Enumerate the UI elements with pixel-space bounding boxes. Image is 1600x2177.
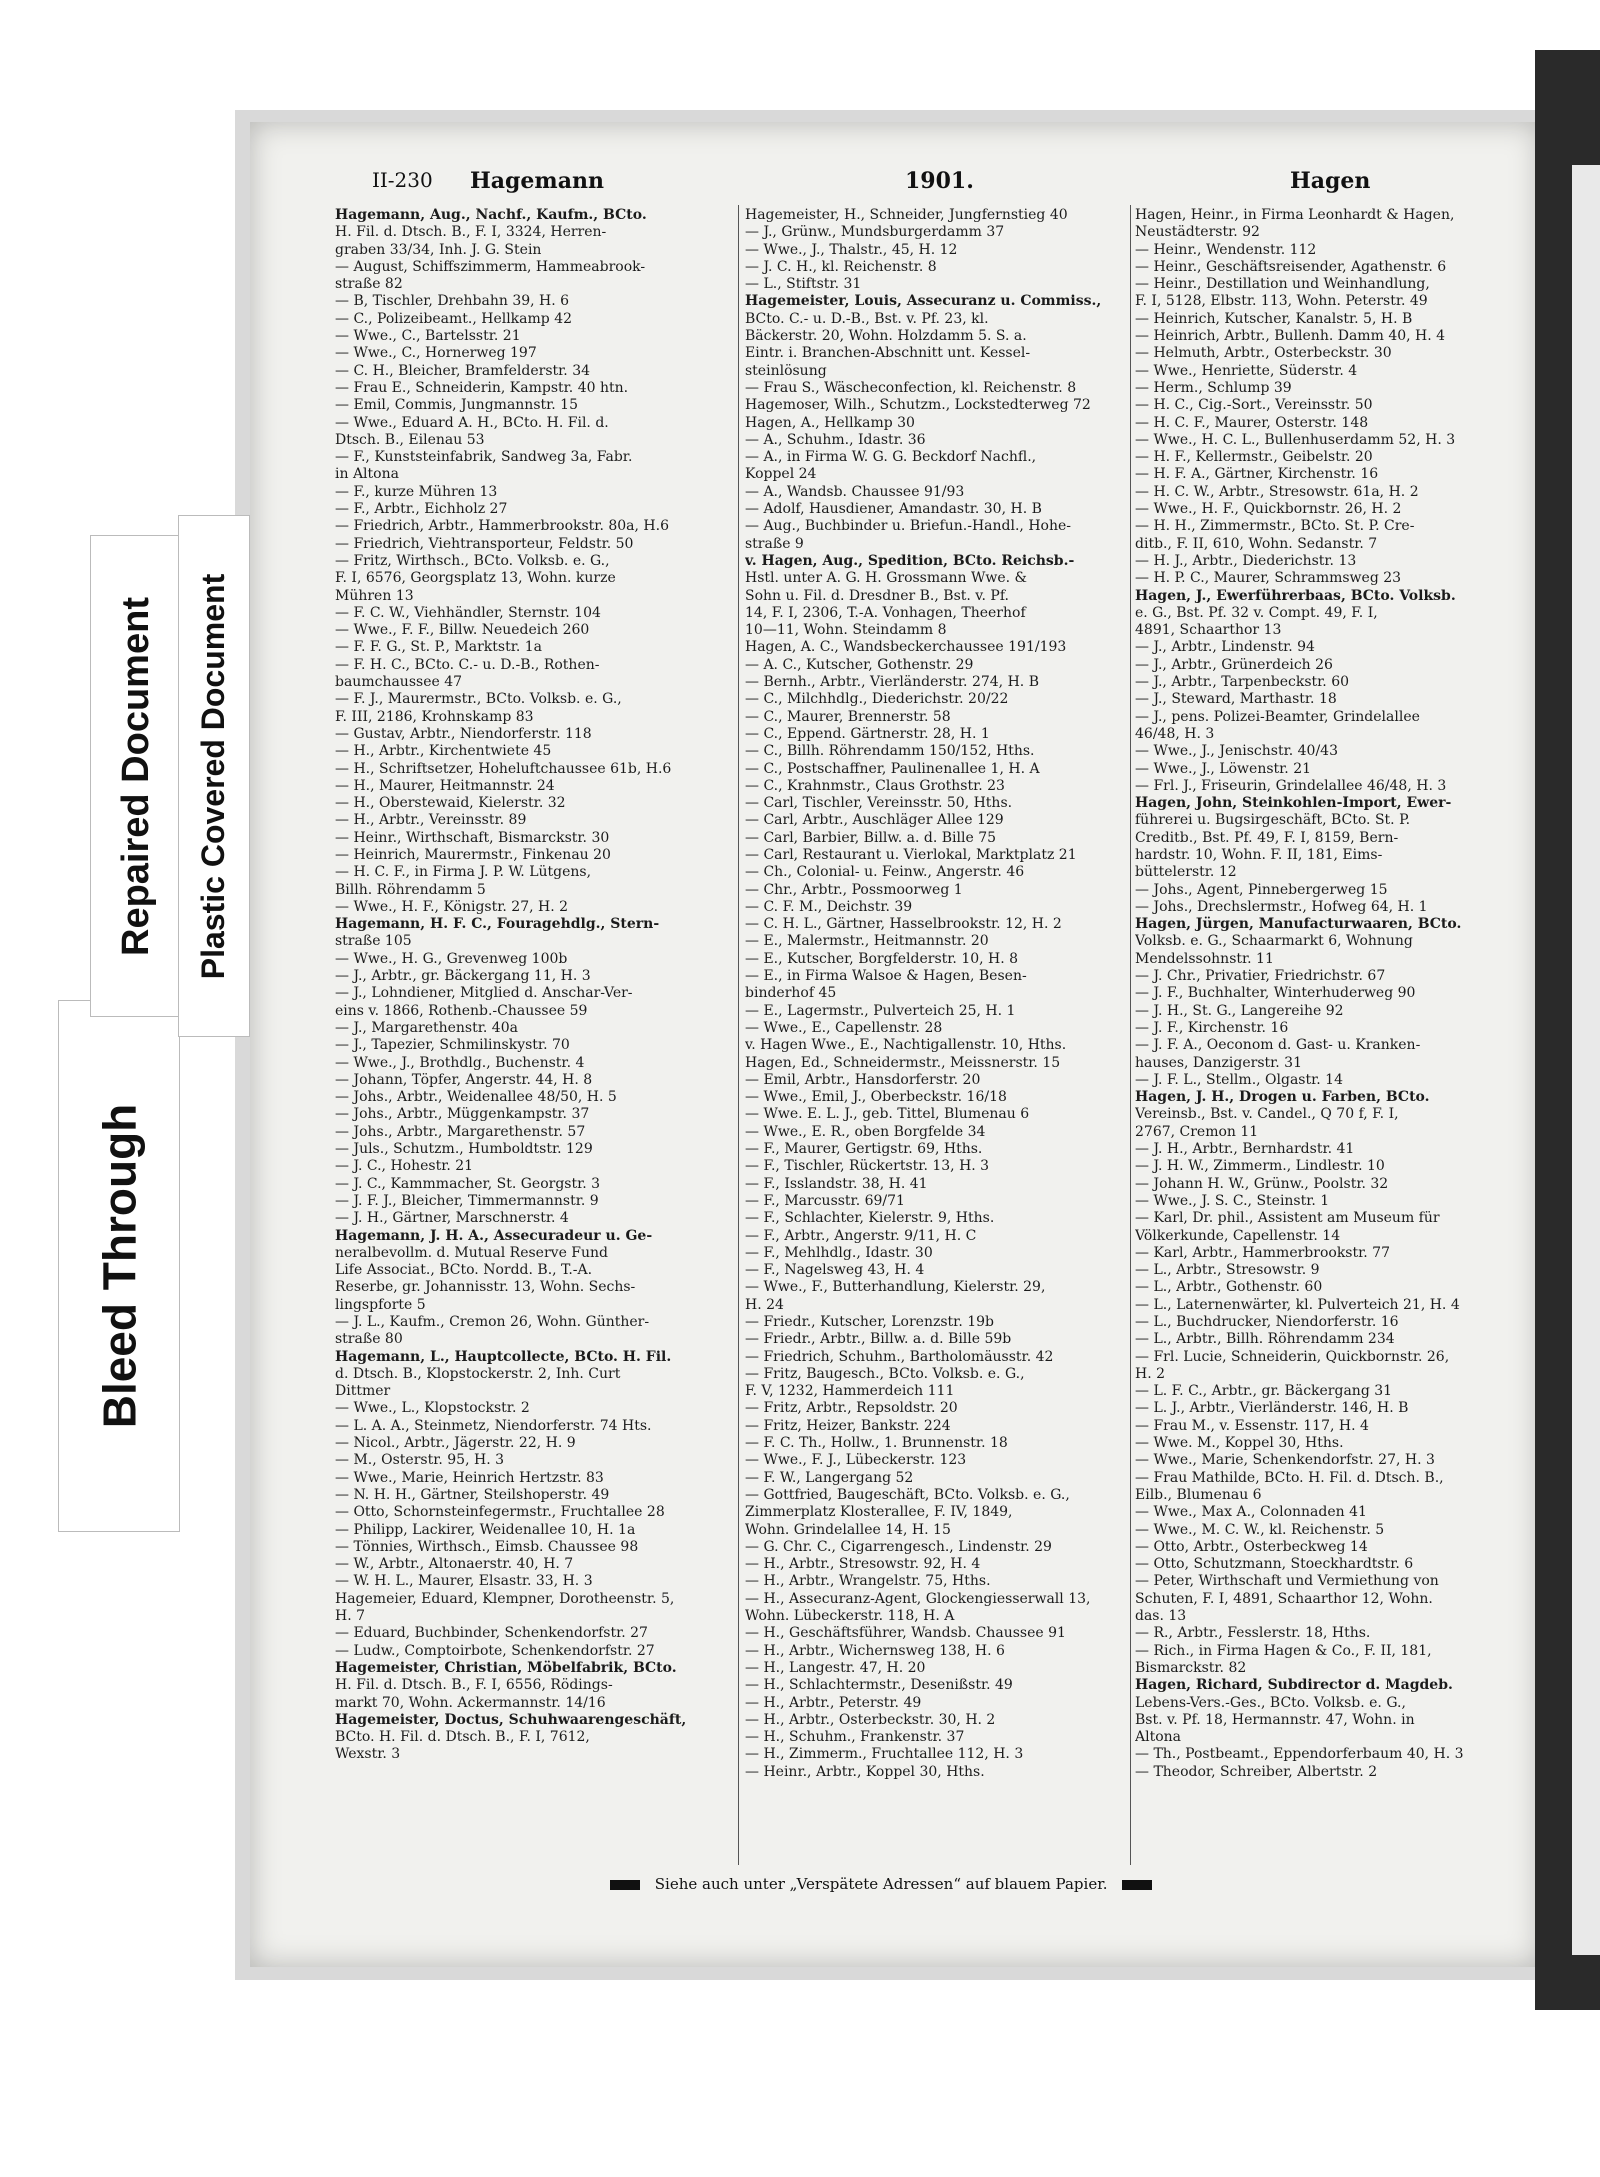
directory-entry-line: Wexstr. 3 (335, 1746, 401, 1763)
directory-entry-line: Dittmer (335, 1383, 391, 1400)
directory-entry-line: — C. H., Bleicher, Bramfelderstr. 34 (335, 362, 591, 379)
directory-entry-line: Bst. v. Pf. 18, Hermannstr. 47, Wohn. in (1135, 1711, 1415, 1728)
directory-entry-line: 46/48, H. 3 (1135, 725, 1215, 742)
directory-entry-line: F. I, 5128, Elbstr. 113, Wohn. Peterstr. 49 (1135, 293, 1428, 310)
directory-entry-line: — H. F. A., Gärtner, Kirchenstr. 16 (1135, 466, 1379, 483)
directory-entry-line: — F., kurze Mühren 13 (335, 483, 498, 500)
directory-entry-line: — Friedrich, Schuhm., Bartholomäusstr. 42 (745, 1348, 1054, 1365)
directory-entry-line: — Otto, Schornsteinfegermstr., Fruchtallee 28 (335, 1504, 665, 1521)
directory-entry-line: — Rich., in Firma Hagen & Co., F. II, 181, (1135, 1642, 1432, 1659)
directory-entry-line: — H., Oberstewaid, Kielerstr. 32 (335, 795, 566, 812)
directory-entry-line: — C., Billh. Röhrendamm 150/152, Hths. (745, 743, 1035, 760)
directory-entry-line: — Johs., Arbtr., Weidenallee 48/50, H. 5 (335, 1089, 617, 1106)
directory-entry-line: — H., Arbtr., Osterbeckstr. 30, H. 2 (745, 1711, 996, 1728)
directory-entry-line: — Wwe., F. J., Lübeckerstr. 123 (745, 1452, 967, 1469)
directory-entry-line: Hagemeier, Eduard, Klempner, Dorotheenstr. 5, (335, 1590, 675, 1607)
directory-entry-line: — Otto, Schutzmann, Stoeckhardtstr. 6 (1135, 1556, 1414, 1573)
directory-entry-line: — F. C. W., Viehhändler, Sternstr. 104 (335, 604, 601, 621)
directory-entry-line: — L. J., Arbtr., Vierländerstr. 146, H. B (1135, 1400, 1409, 1417)
directory-entry-line: BCto. H. Fil. d. Dtsch. B., F. I, 7612, (335, 1729, 590, 1746)
page-number: II-230 (372, 168, 433, 192)
directory-entry-line: — Tönnies, Wirthsch., Eimsb. Chaussee 98 (335, 1538, 639, 1555)
directory-entry-line: Hagen, J. H., Drogen u. Farben, BCto. (1135, 1089, 1430, 1106)
directory-entry-line: — Frl. Lucie, Schneiderin, Quickbornstr. 26, (1135, 1348, 1450, 1365)
directory-entry-line: Eintr. i. Branchen-Abschnitt unt. Kessel- (745, 345, 1031, 362)
directory-entry-line: graben 33/34, Inh. J. G. Stein (335, 241, 542, 258)
directory-entry-line: — Theodor, Schreiber, Albertstr. 2 (1135, 1763, 1378, 1780)
directory-entry-line: Billh. Röhrendamm 5 (335, 881, 486, 898)
directory-entry-line: — H. J., Arbtr., Diederichstr. 13 (1135, 552, 1357, 569)
directory-entry-line: — H. C., Cig.-Sort., Vereinsstr. 50 (1135, 397, 1373, 414)
directory-entry-line: — C., Maurer, Brennerstr. 58 (745, 708, 951, 725)
directory-entry-line: Reserbe, gr. Johannisstr. 13, Wohn. Sechs- (335, 1279, 636, 1296)
directory-entry-line: — L., Buchdrucker, Niendorferstr. 16 (1135, 1314, 1399, 1330)
directory-entry-line: — Wwe., F. F., Billw. Neuedeich 260 (335, 622, 590, 639)
directory-entry-line: Hagemeister, Christian, Möbelfabrik, BCto. (335, 1659, 677, 1676)
directory-entry-line: — C., Krahnmstr., Claus Grothstr. 23 (745, 777, 1005, 794)
directory-entry-line: — F. F. G., St. P., Marktstr. 1a (335, 639, 543, 656)
directory-entry-line: — J., Steward, Marthastr. 18 (1135, 691, 1337, 708)
directory-entry-line: — Frau E., Schneiderin, Kampstr. 40 htn. (335, 379, 629, 396)
directory-entry-line: — August, Schiffszimmerm, Hammeabrook- (335, 258, 646, 275)
directory-entry-line: — Fritz, Wirthsch., BCto. Volksb. e. G., (335, 552, 610, 569)
directory-entry-line: — C., Polizeibeamt., Hellkamp 42 (335, 310, 573, 327)
directory-entry-line: Volksb. e. G., Schaarmarkt 6, Wohnung (1135, 933, 1413, 950)
directory-entry-line: — J., pens. Polizei-Beamter, Grindelallee (1135, 708, 1420, 725)
directory-entry-line: — Karl, Dr. phil., Assistent am Museum für (1135, 1210, 1440, 1227)
directory-entry-line: — Adolf, Hausdiener, Amandastr. 30, H. B (745, 501, 1042, 518)
directory-entry-line: — L., Arbtr., Billh. Röhrendamm 234 (1135, 1331, 1395, 1348)
directory-entry-line: — J., Arbtr., Lindenstr. 94 (1135, 639, 1315, 656)
directory-entry-line: Altona (1135, 1729, 1182, 1746)
directory-entry-line: führerei u. Bugsirgeschäft, BCto. St. P. (1135, 812, 1411, 829)
directory-entry-line: — F., Arbtr., Eichholz 27 (335, 501, 508, 518)
directory-entry-line: — C., Milchhdlg., Diederichstr. 20/22 (745, 691, 1009, 708)
directory-entry-line: — Wwe., Henriette, Süderstr. 4 (1135, 362, 1358, 379)
directory-entry-line: — Johs., Agent, Pinnebergerweg 15 (1135, 881, 1388, 898)
directory-column-3 (1135, 207, 1535, 1781)
directory-entry-line: — H., Schuhm., Frankenstr. 37 (745, 1729, 965, 1746)
directory-entry-line: — Friedr., Kutscher, Lorenzstr. 19b (745, 1314, 994, 1330)
directory-entry-line: — Carl, Arbtr., Auschläger Allee 129 (745, 812, 1004, 829)
directory-entry-line: Wohn. Grindelallee 14, H. 15 (745, 1521, 951, 1538)
directory-entry-line: — J., Arbtr., Tarpenbeckstr. 60 (1135, 674, 1350, 691)
directory-entry-line: — Karl, Arbtr., Hammerbrookstr. 77 (1135, 1244, 1390, 1261)
directory-entry-line: — B, Tischler, Drehbahn 39, H. 6 (335, 293, 570, 310)
directory-entry-line: Koppel 24 (745, 466, 817, 483)
directory-entry-line: hardstr. 10, Wohn. F. II, 181, Eims- (1135, 846, 1383, 863)
directory-entry-line: — H., Geschäftsführer, Wandsb. Chaussee 91 (745, 1625, 1066, 1642)
directory-entry-line: — Wwe., M. C. W., kl. Reichenstr. 5 (1135, 1521, 1385, 1538)
directory-column-2 (745, 207, 1140, 1781)
directory-entry-line: — J. H., St. G., Langereihe 92 (1135, 1002, 1344, 1019)
directory-entry-line: — H., Arbtr., Peterstr. 49 (745, 1694, 922, 1711)
directory-entry-line: — Wwe., Emil, J., Oberbeckstr. 16/18 (745, 1089, 1007, 1106)
right-running-head: Hagen (1290, 168, 1371, 194)
directory-entry-line: — C. H. L., Gärtner, Hasselbrookstr. 12, H. 2 (745, 916, 1062, 933)
directory-entry-line: — Wwe., E., Capellenstr. 28 (745, 1019, 943, 1036)
directory-entry-line: Hstl. unter A. G. H. Grossmann Wwe. & (745, 570, 1027, 587)
directory-entry-line: straße 9 (745, 535, 804, 552)
year-heading: 1901. (905, 168, 974, 194)
page-edge (1572, 165, 1600, 1955)
directory-entry-line: — H., Langestr. 47, H. 20 (745, 1659, 926, 1676)
bleed-through-text: Bleed Through (93, 1103, 146, 1429)
directory-entry-line: — W. H. L., Maurer, Elsastr. 33, H. 3 (335, 1573, 593, 1590)
directory-entry-line: — J. F. J., Bleicher, Timmermannstr. 9 (335, 1192, 599, 1209)
directory-entry-line: H. 2 (1135, 1365, 1166, 1382)
directory-entry-line: H. Fil. d. Dtsch. B., F. I, 6556, Rödings- (335, 1677, 613, 1694)
directory-entry-line: Eilb., Blumenau 6 (1135, 1486, 1262, 1503)
directory-entry-line: — Gottfried, Baugeschäft, BCto. Volksb. e. G., (745, 1486, 1070, 1503)
directory-entry-line: büttelerstr. 12 (1135, 864, 1237, 881)
directory-entry-line: — J., Margarethenstr. 40a (335, 1019, 518, 1036)
directory-entry-line: — H., Arbtr., Wrangelstr. 75, Hths. (745, 1573, 991, 1590)
directory-entry-line: H. 7 (335, 1608, 366, 1625)
directory-entry-line: 10—11, Wohn. Steindamm 8 (745, 622, 947, 639)
directory-entry-line: — Frau M., v. Essenstr. 117, H. 4 (1135, 1417, 1369, 1434)
directory-entry-line: — F. W., Langergang 52 (745, 1469, 914, 1486)
directory-entry-line: — F. H. C., BCto. C.- u. D.-B., Rothen- (335, 656, 600, 673)
directory-entry-line: H. Fil. d. Dtsch. B., F. I, 3324, Herren- (335, 224, 607, 241)
directory-entry-line: — H. F., Kellermstr., Geibelstr. 20 (1135, 449, 1373, 466)
directory-entry-line: — Johs., Arbtr., Margarethenstr. 57 (335, 1123, 586, 1140)
directory-entry-line: — H., Arbtr., Vereinsstr. 89 (335, 812, 527, 829)
directory-entry-line: baumchaussee 47 (335, 674, 463, 691)
directory-entry-line: Hagen, A., Hellkamp 30 (745, 414, 915, 431)
directory-entry-line: ditb., F. II, 610, Wohn. Sedanstr. 7 (1135, 535, 1378, 552)
plastic-covered-text: Plastic Covered Document (195, 573, 232, 979)
directory-entry-line: — Wwe., J., Brothdlg., Buchenstr. 4 (335, 1054, 585, 1071)
directory-entry-line: — N. H. H., Gärtner, Steilshoperstr. 49 (335, 1486, 610, 1503)
directory-entry-line: — Wwe., C., Bartelsstr. 21 (335, 328, 521, 345)
directory-entry-line: Vereinsb., Bst. v. Candel., Q 70 f, F. I, (1135, 1106, 1399, 1123)
directory-entry-line: — Johs., Arbtr., Müggenkampstr. 37 (335, 1106, 590, 1123)
directory-entry-line: — Heinrich, Maurermstr., Finkenau 20 (335, 846, 611, 863)
directory-entry-line: — E., Kutscher, Borgfelderstr. 10, H. 8 (745, 950, 1019, 967)
directory-entry-line: — F., Schlachter, Kielerstr. 9, Hths. (745, 1210, 995, 1227)
directory-entry-line: — A. C., Kutscher, Gothenstr. 29 (745, 656, 974, 673)
directory-entry-line: 2767, Cremon 11 (1135, 1123, 1259, 1140)
directory-entry-line: 4891, Schaarthor 13 (1135, 622, 1282, 639)
pointing-hand-icon (1122, 1880, 1152, 1890)
directory-entry-line: Hagemeister, Doctus, Schuhwaarengeschäft, (335, 1711, 687, 1728)
directory-entry-line: — Wwe., H. G., Grevenweg 100b (335, 950, 568, 967)
directory-entry-line: — J., Tapezier, Schmilinskystr. 70 (335, 1037, 570, 1054)
directory-entry-line: — L., Arbtr., Gothenstr. 60 (1135, 1279, 1323, 1296)
directory-entry-line: — Johann H. W., Grünw., Poolstr. 32 (1135, 1175, 1389, 1192)
directory-entry-line: — H., Arbtr., Wichernsweg 138, H. 6 (745, 1642, 1005, 1659)
directory-entry-line: markt 70, Wohn. Ackermannstr. 14/16 (335, 1694, 606, 1711)
directory-entry-line: — H., Assecuranz-Agent, Glockengiesserwall 13, (745, 1590, 1091, 1607)
directory-entry-line: — Th., Postbeamt., Eppendorferbaum 40, H. 3 (1135, 1746, 1464, 1763)
directory-entry-line: straße 105 (335, 933, 412, 950)
directory-entry-line: F. III, 2186, Krohnskamp 83 (335, 708, 534, 725)
directory-entry-line: — Fritz, Baugesch., BCto. Volksb. e. G., (745, 1365, 1025, 1382)
directory-entry-line: — J. Chr., Privatier, Friedrichstr. 67 (1135, 968, 1386, 985)
directory-entry-line: straße 80 (335, 1331, 403, 1348)
directory-entry-line: — Heinrich, Kutscher, Kanalstr. 5, H. B (1135, 310, 1413, 327)
directory-entry-line: — J. H., Arbtr., Bernhardstr. 41 (1135, 1141, 1355, 1158)
directory-entry-line: Mühren 13 (335, 587, 414, 604)
directory-entry-line: — J. C., Kammmacher, St. Georgstr. 3 (335, 1175, 601, 1192)
directory-entry-line: — Carl, Barbier, Billw. a. d. Bille 75 (745, 829, 997, 846)
directory-entry-line: — L., Arbtr., Stresowstr. 9 (1135, 1262, 1320, 1279)
directory-entry-line: — Frau Mathilde, BCto. H. Fil. d. Dtsch. B., (1135, 1469, 1444, 1486)
directory-entry-line: — A., Wandsb. Chaussee 91/93 (745, 483, 965, 500)
directory-entry-line: — Heinrich, Arbtr., Bullenh. Damm 40, H. 4 (1135, 328, 1446, 345)
directory-entry-line: — W., Arbtr., Altonaerstr. 40, H. 7 (335, 1556, 574, 1573)
directory-entry-line: — Wwe., C., Hornerweg 197 (335, 345, 537, 362)
directory-entry-line: Hagemann, Aug., Nachf., Kaufm., BCto. (335, 207, 647, 223)
directory-entry-line: eins v. 1866, Rothenb.-Chaussee 59 (335, 1002, 588, 1019)
directory-entry-line: hauses, Danzigerstr. 31 (1135, 1054, 1302, 1071)
directory-entry-line: Hagemeister, H., Schneider, Jungfernstieg 40 (745, 207, 1068, 223)
directory-entry-line: Hagen, Heinr., in Firma Leonhardt & Hagen, (1135, 207, 1455, 223)
directory-entry-line: — Ludw., Comptoirbote, Schenkendorfstr. 27 (335, 1642, 655, 1659)
directory-entry-line: — F., Tischler, Rückertstr. 13, H. 3 (745, 1158, 990, 1175)
directory-entry-line: Life Associat., BCto. Nordd. B., T.-A. (335, 1262, 593, 1279)
directory-entry-line: Bismarckstr. 82 (1135, 1659, 1247, 1676)
directory-entry-line: — Heinr., Wendenstr. 112 (1135, 241, 1317, 258)
directory-entry-line: — Wwe., Marie, Heinrich Hertzstr. 83 (335, 1469, 604, 1486)
directory-column-1 (335, 207, 730, 1764)
directory-entry-line: — J. F., Buchhalter, Winterhuderweg 90 (1135, 985, 1416, 1002)
directory-entry-line: — J. F. L., Stellm., Olgastr. 14 (1135, 1071, 1343, 1088)
directory-entry-line: — E., Lagermstr., Pulverteich 25, H. 1 (745, 1002, 1016, 1019)
directory-entry-line: — Eduard, Buchbinder, Schenkendorfstr. 27 (335, 1625, 648, 1642)
directory-entry-line: in Altona (335, 466, 399, 483)
directory-entry-line: — Otto, Arbtr., Osterbeckweg 14 (1135, 1538, 1368, 1555)
directory-entry-line: — F., Nagelsweg 43, H. 4 (745, 1262, 925, 1279)
pointing-hand-icon (610, 1880, 640, 1890)
directory-entry-line: Hagen, Ed., Schneidermstr., Meissnerstr. 15 (745, 1054, 1061, 1071)
directory-entry-line: Sohn u. Fil. d. Dresdner B., Bst. v. Pf. (745, 587, 1009, 604)
directory-entry-line: — Wwe., Marie, Schenkendorfstr. 27, H. 3 (1135, 1452, 1435, 1469)
directory-entry-line: — H., Schlachtermstr., Desenißstr. 49 (745, 1677, 1013, 1694)
directory-entry-line: — Wwe., E. R., oben Borgfelde 34 (745, 1123, 986, 1140)
repaired-document-label (90, 535, 182, 1017)
directory-entry-line: — Johs., Drechslermstr., Hofweg 64, H. 1 (1135, 898, 1428, 915)
directory-entry-line: Hagemann, H. F. C., Fouragehdlg., Stern- (335, 916, 660, 933)
directory-entry-line: v. Hagen, Aug., Spedition, BCto. Reichsb.- (745, 552, 1075, 569)
directory-entry-line: — L. F. C., Arbtr., gr. Bäckergang 31 (1135, 1383, 1393, 1400)
directory-entry-line: Wohn. Lübeckerstr. 118, H. A (745, 1608, 955, 1625)
directory-entry-line: F. V, 1232, Hammerdeich 111 (745, 1383, 955, 1400)
directory-entry-line: — Fritz, Heizer, Bankstr. 224 (745, 1417, 951, 1434)
directory-entry-line: — Wwe., H. F., Quickbornstr. 26, H. 2 (1135, 501, 1402, 518)
directory-entry-line: — Wwe., H. C. L., Bullenhuserdamm 52, H. 3 (1135, 431, 1456, 448)
directory-entry-line: steinlösung (745, 362, 827, 379)
directory-entry-line: — F., Arbtr., Angerstr. 9/11, H. C (745, 1227, 977, 1244)
column-divider (738, 205, 739, 1865)
directory-entry-line: Hagemoser, Wilh., Schutzm., Lockstedterweg 72 (745, 397, 1091, 414)
directory-entry-line: — Wwe. M., Koppel 30, Hths. (1135, 1435, 1344, 1452)
left-running-head: Hagemann (470, 168, 604, 194)
directory-entry-line: Hagen, John, Steinkohlen-Import, Ewer- (1135, 795, 1452, 812)
directory-entry-line: BCto. C.- u. D.-B., Bst. v. Pf. 23, kl. (745, 310, 989, 327)
directory-entry-line: das. 13 (1135, 1608, 1187, 1625)
directory-entry-line: — F., Maurer, Gertigstr. 69, Hths. (745, 1141, 983, 1158)
directory-entry-line: — J., Grünw., Mundsburgerdamm 37 (745, 224, 1005, 241)
directory-entry-line: — F., Isslandstr. 38, H. 41 (745, 1175, 928, 1192)
directory-entry-line: — Philipp, Lackirer, Weidenallee 10, H. 1a (335, 1521, 636, 1538)
directory-entry-line: — H., Zimmerm., Fruchtallee 112, H. 3 (745, 1746, 1024, 1763)
directory-entry-line: — J. L., Kaufm., Cremon 26, Wohn. Günther- (335, 1314, 650, 1330)
directory-entry-line: — Chr., Arbtr., Possmoorweg 1 (745, 881, 963, 898)
directory-entry-line: — Frau S., Wäscheconfection, kl. Reichenstr. 8 (745, 379, 1077, 396)
directory-entry-line: — Ch., Colonial- u. Feinw., Angerstr. 46 (745, 864, 1025, 881)
directory-entry-line: — H., Arbtr., Kirchentwiete 45 (335, 743, 552, 760)
directory-entry-line: — Wwe., Eduard A. H., BCto. H. Fil. d. (335, 414, 609, 431)
directory-entry-line: Mendelssohnstr. 11 (1135, 950, 1274, 967)
directory-entry-line: — E., in Firma Walsoe & Hagen, Besen- (745, 968, 1027, 985)
directory-entry-line: neralbevollm. d. Mutual Reserve Fund (335, 1244, 609, 1261)
directory-entry-line: — H. C. F., Maurer, Osterstr. 148 (1135, 414, 1369, 431)
directory-entry-line: — Friedrich, Arbtr., Hammerbrookstr. 80a, H.6 (335, 518, 669, 535)
directory-entry-line: Hagen, Richard, Subdirector d. Magdeb. (1135, 1677, 1453, 1694)
directory-entry-line: — Wwe., L., Klopstockstr. 2 (335, 1400, 530, 1417)
directory-entry-line: — C., Eppend. Gärtnerstr. 28, H. 1 (745, 725, 990, 742)
directory-entry-line: — J., Lohndiener, Mitglied d. Anschar-Ver- (335, 985, 633, 1002)
directory-entry-line: Zimmerplatz Klosterallee, F. IV, 1849, (745, 1504, 1013, 1521)
directory-entry-line: — Friedrich, Viehtransporteur, Feldstr. 50 (335, 535, 634, 552)
directory-entry-line: Hagen, J., Ewerführerbaas, BCto. Volksb. (1135, 587, 1456, 604)
directory-entry-line: Bäckerstr. 20, Wohn. Holzdamm 5. S. a. (745, 328, 1027, 345)
directory-entry-line: Creditb., Bst. Pf. 49, F. I, 8159, Bern- (1135, 829, 1399, 846)
footer-note (600, 1875, 1400, 1893)
directory-entry-line: Lebens-Vers.-Ges., BCto. Volksb. e. G., (1135, 1694, 1406, 1711)
directory-entry-line: — Bernh., Arbtr., Vierländerstr. 274, H. B (745, 674, 1039, 691)
directory-entry-line: — J. H. W., Zimmerm., Lindlestr. 10 (1135, 1158, 1385, 1175)
directory-entry-line: — F. C. Th., Hollw., 1. Brunnenstr. 18 (745, 1435, 1008, 1452)
directory-entry-line: — R., Arbtr., Fesslerstr. 18, Hths. (1135, 1625, 1371, 1642)
directory-entry-line: e. G., Bst. Pf. 32 v. Compt. 49, F. I, (1135, 604, 1378, 621)
directory-entry-line: — Heinr., Geschäftsreisender, Agathenstr. 6 (1135, 258, 1447, 275)
directory-entry-line: — Fritz, Arbtr., Repsoldstr. 20 (745, 1400, 958, 1417)
directory-entry-line: — A., in Firma W. G. G. Beckdorf Nachfl., (745, 449, 1037, 466)
directory-entry-line: — Helmuth, Arbtr., Osterbeckstr. 30 (1135, 345, 1392, 362)
directory-entry-line: — H. C. W., Arbtr., Stresowstr. 61a, H. 2 (1135, 483, 1419, 500)
directory-entry-line: — E., Malermstr., Heitmannstr. 20 (745, 933, 989, 950)
directory-entry-line: straße 82 (335, 276, 403, 293)
directory-entry-line: — J. F. A., Oeconom d. Gast- u. Kranken- (1135, 1037, 1421, 1054)
directory-entry-line: — J., Arbtr., gr. Bäckergang 11, H. 3 (335, 968, 591, 985)
directory-entry-line: — Wwe., J. S. C., Steinstr. 1 (1135, 1192, 1330, 1209)
directory-entry-line: Hagemeister, Louis, Assecuranz u. Commiss., (745, 293, 1102, 310)
directory-entry-line: Dtsch. B., Eilenau 53 (335, 431, 485, 448)
directory-entry-line: — C., Postschaffner, Paulinenallee 1, H. A (745, 760, 1040, 777)
directory-entry-line: Hagemann, L., Hauptcollecte, BCto. H. Fil. (335, 1348, 672, 1365)
directory-entry-line: binderhof 45 (745, 985, 837, 1002)
directory-entry-line: — Wwe., J., Jenischstr. 40/43 (1135, 743, 1338, 760)
directory-entry-line: — J. C. H., kl. Reichenstr. 8 (745, 258, 937, 275)
repaired-document-text: Repaired Document (114, 596, 157, 956)
directory-entry-line: — Juls., Schutzm., Humboldtstr. 129 (335, 1141, 593, 1158)
directory-entry-line: — A., Schuhm., Idastr. 36 (745, 431, 926, 448)
directory-entry-line: — F., Kunststeinfabrik, Sandweg 3a, Fabr. (335, 449, 633, 466)
directory-entry-line: — Wwe., J., Löwenstr. 21 (1135, 760, 1312, 777)
directory-entry-line: — H., Arbtr., Stresowstr. 92, H. 4 (745, 1556, 981, 1573)
footer-text: Siehe auch unter „Verspätete Adressen“ auf blauem Papier. (654, 1875, 1108, 1893)
directory-entry-line: — J., Arbtr., Grünerdeich 26 (1135, 656, 1333, 673)
directory-entry-line: Neustädterstr. 92 (1135, 224, 1260, 241)
directory-entry-line: — Wwe., J., Thalstr., 45, H. 12 (745, 241, 958, 258)
directory-entry-line: — L., Stiftstr. 31 (745, 276, 862, 293)
directory-entry-line: — J. C., Hohestr. 21 (335, 1158, 474, 1175)
directory-entry-line: — Heinr., Arbtr., Koppel 30, Hths. (745, 1763, 985, 1780)
directory-entry-line: — G. Chr. C., Cigarrengesch., Lindenstr. 29 (745, 1538, 1052, 1555)
directory-entry-line: — H. C. F., in Firma J. P. W. Lütgens, (335, 864, 592, 881)
directory-entry-line: — Nicol., Arbtr., Jägerstr. 22, H. 9 (335, 1435, 576, 1452)
directory-entry-line: — Herm., Schlump 39 (1135, 379, 1292, 396)
directory-entry-line: Völkerkunde, Capellenstr. 14 (1135, 1227, 1341, 1244)
bleed-through-label (58, 1000, 180, 1532)
directory-entry-line: — Carl, Tischler, Vereinsstr. 50, Hths. (745, 795, 1013, 812)
directory-entry-line: — H., Maurer, Heitmannstr. 24 (335, 777, 555, 794)
directory-entry-line: Hagen, A. C., Wandsbeckerchaussee 191/193 (745, 639, 1067, 656)
directory-entry-line: — F., Marcusstr. 69/71 (745, 1192, 905, 1209)
directory-entry-line: — H., Schriftsetzer, Hoheluftchaussee 61b, H.6 (335, 760, 672, 777)
directory-entry-line: v. Hagen Wwe., E., Nachtigallenstr. 10, Hths. (745, 1037, 1067, 1054)
directory-entry-line: Schuten, F. I, 4891, Schaarthor 12, Wohn. (1135, 1590, 1433, 1607)
directory-entry-line: — Frl. J., Friseurin, Grindelallee 46/48, H. 3 (1135, 777, 1447, 794)
directory-entry-line: — L., Laternenwärter, kl. Pulverteich 21, H. 4 (1135, 1296, 1460, 1313)
directory-entry-line: — Carl, Restaurant u. Vierlokal, Marktplatz 21 (745, 846, 1077, 863)
plastic-covered-label (178, 515, 250, 1037)
directory-entry-line: lingspforte 5 (335, 1296, 426, 1313)
directory-entry-line: — F., Mehlhdlg., Idastr. 30 (745, 1244, 933, 1261)
directory-entry-line: — J. F., Kirchenstr. 16 (1135, 1019, 1289, 1036)
directory-entry-line: — Wwe., H. F., Königstr. 27, H. 2 (335, 898, 569, 915)
directory-entry-line: — Aug., Buchbinder u. Briefun.-Handl., Hohe- (745, 518, 1071, 535)
directory-entry-line: — Wwe., F., Butterhandlung, Kielerstr. 29, (745, 1279, 1046, 1296)
directory-entry-line: — Peter, Wirthschaft und Vermiethung von (1135, 1573, 1439, 1590)
directory-entry-line: — Wwe. E. L. J., geb. Tittel, Blumenau 6 (745, 1106, 1030, 1123)
directory-entry-line: — Gustav, Arbtr., Niendorferstr. 118 (335, 725, 592, 742)
directory-entry-line: — L. A. A., Steinmetz, Niendorferstr. 74 Hts. (335, 1417, 652, 1434)
directory-entry-line: — Emil, Arbtr., Hansdorferstr. 20 (745, 1071, 981, 1088)
directory-entry-line: Hagemann, J. H. A., Assecuradeur u. Ge- (335, 1227, 653, 1244)
directory-entry-line: — F. J., Maurermstr., BCto. Volksb. e. G., (335, 691, 622, 708)
directory-entry-line: d. Dtsch. B., Klopstockerstr. 2, Inh. Curt (335, 1365, 621, 1382)
directory-entry-line: — Emil, Commis, Jungmannstr. 15 (335, 397, 578, 414)
directory-entry-line: — M., Osterstr. 95, H. 3 (335, 1452, 504, 1469)
directory-entry-line: — Johann, Töpfer, Angerstr. 44, H. 8 (335, 1071, 593, 1088)
directory-entry-line: — Heinr., Wirthschaft, Bismarckstr. 30 (335, 829, 610, 846)
directory-entry-line: Hagen, Jürgen, Manufacturwaaren, BCto. (1135, 916, 1462, 933)
directory-entry-line: — Friedr., Arbtr., Billw. a. d. Bille 59b (745, 1331, 1012, 1348)
directory-entry-line: F. I, 6576, Georgsplatz 13, Wohn. kurze (335, 570, 616, 587)
directory-entry-line: — H. P. C., Maurer, Schrammsweg 23 (1135, 570, 1402, 587)
directory-entry-line: — Heinr., Destillation und Weinhandlung, (1135, 276, 1430, 293)
directory-entry-line: — H. H., Zimmermstr., BCto. St. P. Cre- (1135, 518, 1415, 535)
directory-entry-line: 14, F. I, 2306, T.-A. Vonhagen, Theerhof (745, 604, 1026, 621)
directory-entry-line: H. 24 (745, 1296, 784, 1313)
directory-entry-line: — C. F. M., Deichstr. 39 (745, 898, 913, 915)
directory-entry-line: — J. H., Gärtner, Marschnerstr. 4 (335, 1210, 569, 1227)
directory-entry-line: — Wwe., Max A., Colonnaden 41 (1135, 1504, 1367, 1521)
